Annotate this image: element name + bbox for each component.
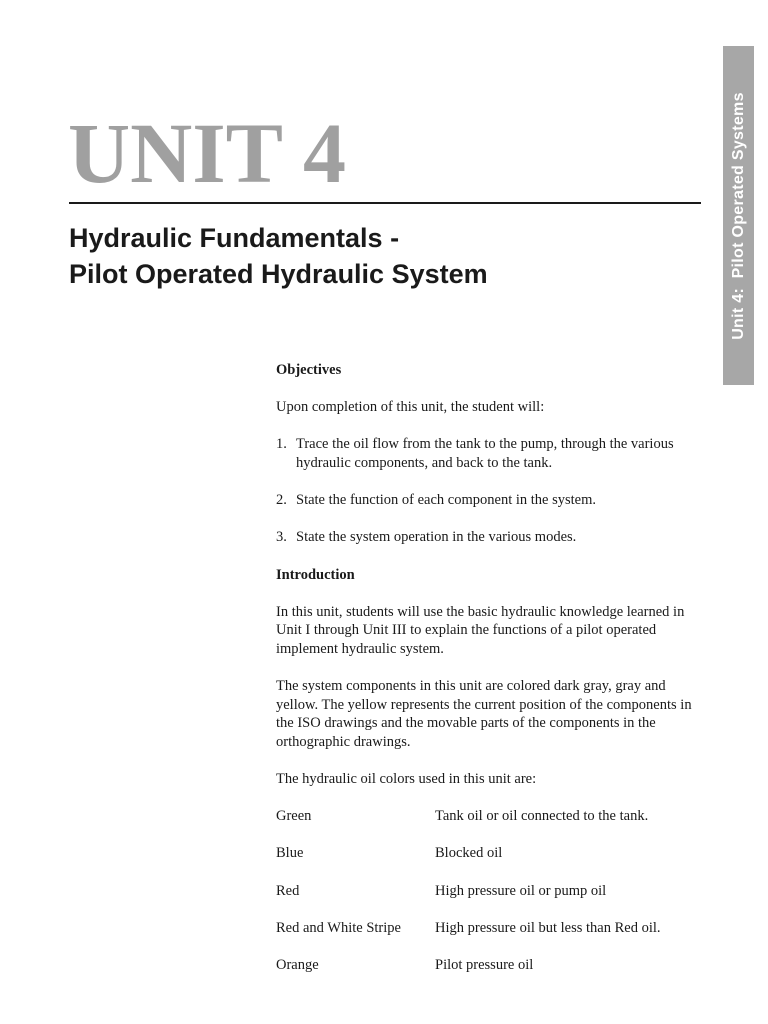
side-tab: [723, 46, 754, 385]
side-tab-label: Unit 4: Pilot Operated Systems: [729, 91, 747, 340]
oil-color-description: Pilot pressure oil: [435, 957, 534, 973]
oil-color-name: Red and White Stripe: [276, 919, 401, 936]
oil-color-description: High pressure oil or pump oil: [435, 882, 607, 899]
oil-color-description: Tank oil or oil connected to the tank.: [435, 808, 649, 825]
introduction-paragraph-1: In this unit, students will use the basic hydraulic knowledge learned in Unit I through Unit III to explain the functions of a pilot operated implement hydraulic system.: [276, 603, 685, 657]
oil-color-row: [276, 882, 706, 901]
oil-color-name: Green: [276, 808, 312, 825]
objective-text: Trace the oil flow from the tank to the pump, through the various hydraulic components, and back to the tank.: [296, 436, 674, 471]
objective-item: [276, 528, 706, 547]
introduction-heading: Introduction: [276, 566, 355, 583]
oil-color-table: [276, 807, 706, 974]
objectives-heading: Objectives: [276, 362, 342, 378]
title-rule: [69, 202, 701, 204]
oil-color-name: Blue: [276, 845, 304, 862]
objectives-intro: Upon completion of this unit, the student will:: [276, 399, 545, 416]
oil-color-name: Red: [276, 882, 300, 899]
oil-color-row: [276, 844, 706, 863]
objective-text: State the function of each component in the system.: [296, 492, 596, 509]
oil-color-row: [276, 807, 706, 826]
objective-item: [276, 435, 706, 472]
unit-number: UNIT 4: [68, 105, 346, 201]
page-title-line-1: Hydraulic Fundamentals -: [69, 223, 400, 253]
page-title: [69, 220, 488, 292]
objective-item: [276, 491, 706, 510]
oil-color-name: Orange: [276, 957, 319, 973]
objective-number: 3.: [276, 529, 287, 546]
introduction-paragraph-3: The hydraulic oil colors used in this unit are:: [276, 771, 537, 788]
main-content: [276, 361, 706, 975]
objective-text: State the system operation in the various modes.: [296, 529, 577, 546]
oil-color-row: [276, 956, 706, 975]
page-title-line-2: Pilot Operated Hydraulic System: [69, 259, 488, 289]
objective-number: 2.: [276, 492, 287, 509]
introduction-paragraph-2: The system components in this unit are colored dark gray, gray and yellow. The yellow represents the current position of the components in the ISO drawings and the movable parts of the components in the orthographic drawings.: [276, 678, 692, 750]
objective-number: 1.: [276, 436, 287, 453]
oil-color-row: [276, 919, 706, 938]
oil-color-description: Blocked oil: [435, 845, 503, 862]
oil-color-description: High pressure oil but less than Red oil.: [435, 919, 661, 936]
